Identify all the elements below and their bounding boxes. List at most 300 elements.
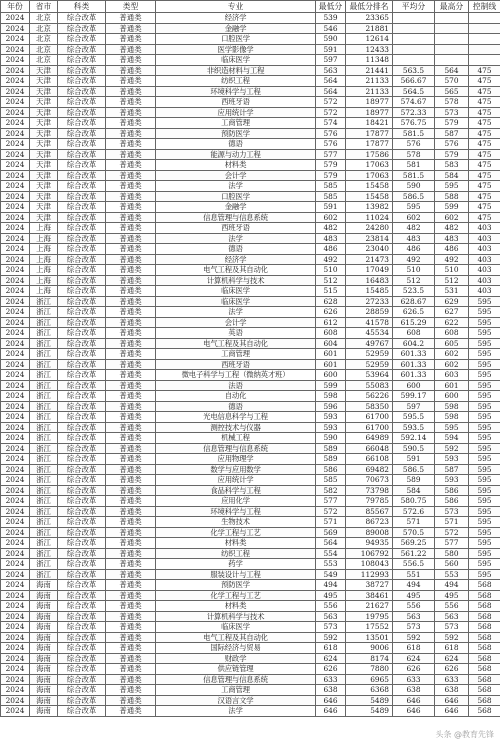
cell-avg-score: 578 bbox=[393, 149, 435, 160]
cell-avg-score: 576.75 bbox=[393, 118, 435, 129]
column-header-min-rank: 最低分排名 bbox=[346, 1, 393, 13]
table-row bbox=[1, 653, 500, 664]
cell-avg-score: 584 bbox=[393, 485, 435, 496]
cell-year: 2024 bbox=[1, 611, 30, 622]
cell-avg-score: 624 bbox=[393, 653, 435, 664]
cell-control-line: 475 bbox=[469, 118, 500, 129]
cell-major: 化学工程与工艺 bbox=[156, 527, 316, 538]
table-row bbox=[1, 422, 500, 433]
cell-subject-type: 综合改革 bbox=[58, 44, 106, 55]
cell-year: 2024 bbox=[1, 13, 30, 24]
cell-min-score: 612 bbox=[316, 317, 346, 328]
cell-control-line: 595 bbox=[469, 338, 500, 349]
cell-control-line: 568 bbox=[469, 611, 500, 622]
cell-min-rank: 21133 bbox=[346, 76, 393, 87]
cell-avg-score: 551 bbox=[393, 569, 435, 580]
cell-category: 普通类 bbox=[106, 412, 156, 423]
cell-subject-type: 综合改革 bbox=[58, 685, 106, 696]
cell-control-line: 403 bbox=[469, 233, 500, 244]
cell-category: 普通类 bbox=[106, 527, 156, 538]
cell-category: 普通类 bbox=[106, 55, 156, 66]
cell-category: 普通类 bbox=[106, 181, 156, 192]
cell-avg-score: 593.5 bbox=[393, 422, 435, 433]
table-row bbox=[1, 338, 500, 349]
table-row bbox=[1, 527, 500, 538]
cell-year: 2024 bbox=[1, 506, 30, 517]
table-row bbox=[1, 349, 500, 360]
cell-major: 金融学 bbox=[156, 23, 316, 34]
cell-min-rank: 108043 bbox=[346, 559, 393, 570]
cell-year: 2024 bbox=[1, 695, 30, 706]
cell-major: 供应链管理 bbox=[156, 664, 316, 675]
cell-max-score: 565 bbox=[435, 86, 469, 97]
cell-category: 普通类 bbox=[106, 286, 156, 297]
cell-province: 天津 bbox=[30, 118, 58, 129]
cell-province: 浙江 bbox=[30, 496, 58, 507]
cell-avg-score bbox=[393, 13, 435, 24]
cell-subject-type: 综合改革 bbox=[58, 496, 106, 507]
table-row bbox=[1, 202, 500, 213]
cell-min-score: 590 bbox=[316, 433, 346, 444]
cell-min-rank: 112993 bbox=[346, 569, 393, 580]
cell-control-line: 568 bbox=[469, 622, 500, 633]
cell-min-rank: 13982 bbox=[346, 202, 393, 213]
cell-major: 服装设计与工程 bbox=[156, 569, 316, 580]
cell-category: 普通类 bbox=[106, 622, 156, 633]
cell-category: 普通类 bbox=[106, 13, 156, 24]
cell-category: 普通类 bbox=[106, 695, 156, 706]
cell-min-rank: 12433 bbox=[346, 44, 393, 55]
cell-control-line: 568 bbox=[469, 643, 500, 654]
cell-min-rank: 15458 bbox=[346, 191, 393, 202]
cell-min-rank: 19795 bbox=[346, 611, 393, 622]
cell-max-score: 482 bbox=[435, 223, 469, 234]
table-row bbox=[1, 97, 500, 108]
cell-control-line: 403 bbox=[469, 244, 500, 255]
table-row bbox=[1, 254, 500, 265]
cell-major: 法学 bbox=[156, 181, 316, 192]
cell-subject-type: 综合改革 bbox=[58, 317, 106, 328]
cell-min-rank: 79785 bbox=[346, 496, 393, 507]
cell-min-rank: 11024 bbox=[346, 212, 393, 223]
cell-year: 2024 bbox=[1, 664, 30, 675]
cell-category: 普通类 bbox=[106, 328, 156, 339]
cell-major: 能源与动力工程 bbox=[156, 149, 316, 160]
table-row bbox=[1, 706, 500, 717]
cell-min-score: 576 bbox=[316, 128, 346, 139]
table-row bbox=[1, 412, 500, 423]
cell-major: 微电子科学与工程（微纳英才班） bbox=[156, 370, 316, 381]
cell-major: 材料类 bbox=[156, 160, 316, 171]
cell-control-line: 403 bbox=[469, 223, 500, 234]
cell-province: 海南 bbox=[30, 695, 58, 706]
cell-max-score: 553 bbox=[435, 569, 469, 580]
cell-province: 天津 bbox=[30, 170, 58, 181]
table-row bbox=[1, 433, 500, 444]
cell-province: 浙江 bbox=[30, 464, 58, 475]
cell-category: 普通类 bbox=[106, 706, 156, 717]
cell-max-score: 622 bbox=[435, 317, 469, 328]
cell-control-line: 595 bbox=[469, 538, 500, 549]
cell-major: 药学 bbox=[156, 559, 316, 570]
cell-province: 上海 bbox=[30, 286, 58, 297]
cell-control-line: 595 bbox=[469, 433, 500, 444]
table-row bbox=[1, 55, 500, 66]
cell-max-score: 593 bbox=[435, 475, 469, 486]
cell-subject-type: 综合改革 bbox=[58, 275, 106, 286]
cell-min-score: 602 bbox=[316, 212, 346, 223]
cell-avg-score: 495 bbox=[393, 590, 435, 601]
cell-major: 化学工程与工艺 bbox=[156, 590, 316, 601]
cell-category: 普通类 bbox=[106, 34, 156, 45]
cell-max-score: 586 bbox=[435, 496, 469, 507]
cell-min-score: 492 bbox=[316, 254, 346, 265]
cell-avg-score: 601.33 bbox=[393, 349, 435, 360]
cell-max-score: 633 bbox=[435, 674, 469, 685]
cell-min-rank: 21133 bbox=[346, 86, 393, 97]
cell-year: 2024 bbox=[1, 548, 30, 559]
cell-avg-score: 600 bbox=[393, 380, 435, 391]
cell-min-score: 515 bbox=[316, 286, 346, 297]
cell-major: 临床医学 bbox=[156, 622, 316, 633]
cell-province: 天津 bbox=[30, 212, 58, 223]
cell-province: 海南 bbox=[30, 706, 58, 717]
cell-min-rank: 86723 bbox=[346, 517, 393, 528]
cell-subject-type: 综合改革 bbox=[58, 65, 106, 76]
cell-major: 电气工程及其自动化 bbox=[156, 265, 316, 276]
cell-control-line: 475 bbox=[469, 170, 500, 181]
cell-control-line: 595 bbox=[469, 506, 500, 517]
cell-min-rank: 28859 bbox=[346, 307, 393, 318]
cell-year: 2024 bbox=[1, 191, 30, 202]
cell-max-score: 492 bbox=[435, 254, 469, 265]
cell-major: 纺织工程 bbox=[156, 76, 316, 87]
cell-min-rank: 15458 bbox=[346, 181, 393, 192]
cell-category: 普通类 bbox=[106, 44, 156, 55]
cell-year: 2024 bbox=[1, 401, 30, 412]
cell-subject-type: 综合改革 bbox=[58, 548, 106, 559]
cell-control-line: 475 bbox=[469, 97, 500, 108]
cell-province: 上海 bbox=[30, 254, 58, 265]
cell-year: 2024 bbox=[1, 349, 30, 360]
cell-major: 汉语言文学 bbox=[156, 695, 316, 706]
cell-province: 海南 bbox=[30, 611, 58, 622]
cell-subject-type: 综合改革 bbox=[58, 349, 106, 360]
column-header-control-line: 控制线 bbox=[469, 1, 500, 13]
cell-min-score: 582 bbox=[316, 485, 346, 496]
cell-category: 普通类 bbox=[106, 349, 156, 360]
cell-year: 2024 bbox=[1, 170, 30, 181]
cell-min-rank: 41578 bbox=[346, 317, 393, 328]
column-header-avg-score: 平均分 bbox=[393, 1, 435, 13]
table-row bbox=[1, 517, 500, 528]
cell-category: 普通类 bbox=[106, 370, 156, 381]
cell-min-score: 618 bbox=[316, 643, 346, 654]
cell-control-line: 568 bbox=[469, 674, 500, 685]
cell-max-score: 595 bbox=[435, 181, 469, 192]
cell-year: 2024 bbox=[1, 317, 30, 328]
table-row bbox=[1, 538, 500, 549]
cell-province: 浙江 bbox=[30, 328, 58, 339]
cell-year: 2024 bbox=[1, 223, 30, 234]
cell-min-rank: 49767 bbox=[346, 338, 393, 349]
cell-province: 海南 bbox=[30, 632, 58, 643]
cell-avg-score bbox=[393, 23, 435, 34]
cell-year: 2024 bbox=[1, 706, 30, 717]
cell-subject-type: 综合改革 bbox=[58, 664, 106, 675]
cell-province: 天津 bbox=[30, 86, 58, 97]
cell-avg-score bbox=[393, 55, 435, 66]
cell-min-score: 600 bbox=[316, 370, 346, 381]
cell-max-score: 587 bbox=[435, 464, 469, 475]
cell-year: 2024 bbox=[1, 34, 30, 45]
cell-major: 会计学 bbox=[156, 170, 316, 181]
table-row bbox=[1, 265, 500, 276]
cell-province: 浙江 bbox=[30, 527, 58, 538]
cell-year: 2024 bbox=[1, 433, 30, 444]
cell-year: 2024 bbox=[1, 391, 30, 402]
cell-category: 普通类 bbox=[106, 401, 156, 412]
cell-control-line: 475 bbox=[469, 65, 500, 76]
cell-category: 普通类 bbox=[106, 76, 156, 87]
cell-max-score: 594 bbox=[435, 433, 469, 444]
cell-subject-type: 综合改革 bbox=[58, 601, 106, 612]
cell-category: 普通类 bbox=[106, 202, 156, 213]
cell-category: 普通类 bbox=[106, 307, 156, 318]
cell-subject-type: 综合改革 bbox=[58, 506, 106, 517]
table-row bbox=[1, 23, 500, 34]
cell-min-rank: 27233 bbox=[346, 296, 393, 307]
table-row bbox=[1, 139, 500, 150]
cell-max-score: 598 bbox=[435, 401, 469, 412]
cell-avg-score: 571 bbox=[393, 517, 435, 528]
cell-min-score: 495 bbox=[316, 590, 346, 601]
cell-major: 信息管理与信息系统 bbox=[156, 674, 316, 685]
cell-avg-score: 563.5 bbox=[393, 65, 435, 76]
cell-province: 天津 bbox=[30, 65, 58, 76]
cell-max-score: 579 bbox=[435, 149, 469, 160]
cell-min-score: 539 bbox=[316, 13, 346, 24]
cell-control-line: 568 bbox=[469, 664, 500, 675]
cell-province: 上海 bbox=[30, 244, 58, 255]
cell-major: 应用物理学 bbox=[156, 454, 316, 465]
cell-min-score: 593 bbox=[316, 412, 346, 423]
cell-max-score: 603 bbox=[435, 370, 469, 381]
cell-min-score: 564 bbox=[316, 76, 346, 87]
cell-year: 2024 bbox=[1, 569, 30, 580]
cell-province: 上海 bbox=[30, 223, 58, 234]
cell-subject-type: 综合改革 bbox=[58, 674, 106, 685]
cell-category: 普通类 bbox=[106, 391, 156, 402]
cell-avg-score: 604.2 bbox=[393, 338, 435, 349]
cell-min-rank: 21441 bbox=[346, 65, 393, 76]
cell-province: 浙江 bbox=[30, 454, 58, 465]
cell-min-score: 586 bbox=[316, 464, 346, 475]
cell-subject-type: 综合改革 bbox=[58, 139, 106, 150]
cell-avg-score: 482 bbox=[393, 223, 435, 234]
column-header-category: 类型 bbox=[106, 1, 156, 13]
cell-year: 2024 bbox=[1, 517, 30, 528]
cell-min-score: 598 bbox=[316, 391, 346, 402]
cell-max-score: 580 bbox=[435, 548, 469, 559]
cell-avg-score: 638 bbox=[393, 685, 435, 696]
cell-category: 普通类 bbox=[106, 538, 156, 549]
cell-category: 普通类 bbox=[106, 139, 156, 150]
cell-control-line: 568 bbox=[469, 685, 500, 696]
cell-min-rank: 85567 bbox=[346, 506, 393, 517]
cell-control-line: 595 bbox=[469, 496, 500, 507]
cell-category: 普通类 bbox=[106, 506, 156, 517]
cell-max-score: 563 bbox=[435, 611, 469, 622]
cell-major: 西班牙语 bbox=[156, 359, 316, 370]
cell-min-rank: 13501 bbox=[346, 632, 393, 643]
cell-min-score: 628 bbox=[316, 296, 346, 307]
cell-min-score: 608 bbox=[316, 328, 346, 339]
cell-max-score bbox=[435, 44, 469, 55]
cell-province: 天津 bbox=[30, 191, 58, 202]
cell-avg-score: 608 bbox=[393, 328, 435, 339]
cell-min-rank: 24280 bbox=[346, 223, 393, 234]
cell-province: 浙江 bbox=[30, 559, 58, 570]
cell-control-line: 568 bbox=[469, 706, 500, 717]
cell-max-score: 573 bbox=[435, 107, 469, 118]
cell-year: 2024 bbox=[1, 23, 30, 34]
cell-subject-type: 综合改革 bbox=[58, 475, 106, 486]
header-row bbox=[1, 1, 500, 13]
cell-min-score: 599 bbox=[316, 380, 346, 391]
cell-avg-score: 556.5 bbox=[393, 559, 435, 570]
cell-max-score: 646 bbox=[435, 695, 469, 706]
cell-major: 电气工程及其自动化 bbox=[156, 338, 316, 349]
cell-max-score: 556 bbox=[435, 601, 469, 612]
watermark-text: 头条 @教育先锋 bbox=[435, 730, 494, 739]
cell-major: 法学 bbox=[156, 307, 316, 318]
cell-min-score: 585 bbox=[316, 475, 346, 486]
table-row bbox=[1, 307, 500, 318]
cell-year: 2024 bbox=[1, 559, 30, 570]
cell-year: 2024 bbox=[1, 286, 30, 297]
cell-year: 2024 bbox=[1, 443, 30, 454]
column-header-max-score: 最高分 bbox=[435, 1, 469, 13]
cell-control-line: 595 bbox=[469, 517, 500, 528]
cell-year: 2024 bbox=[1, 97, 30, 108]
cell-year: 2024 bbox=[1, 307, 30, 318]
cell-min-score: 579 bbox=[316, 160, 346, 171]
cell-category: 普通类 bbox=[106, 433, 156, 444]
cell-province: 天津 bbox=[30, 76, 58, 87]
cell-year: 2024 bbox=[1, 275, 30, 286]
cell-subject-type: 综合改革 bbox=[58, 296, 106, 307]
cell-major: 计算机科学与技术 bbox=[156, 275, 316, 286]
cell-major: 经济学 bbox=[156, 254, 316, 265]
cell-year: 2024 bbox=[1, 328, 30, 339]
cell-max-score: 577 bbox=[435, 538, 469, 549]
table-row bbox=[1, 359, 500, 370]
table-body bbox=[1, 13, 500, 717]
cell-avg-score: 572.6 bbox=[393, 506, 435, 517]
cell-major: 电气工程及其自动化 bbox=[156, 632, 316, 643]
cell-major: 金融学 bbox=[156, 202, 316, 213]
table-row bbox=[1, 370, 500, 381]
table-row bbox=[1, 233, 500, 244]
cell-min-score: 572 bbox=[316, 107, 346, 118]
cell-subject-type: 综合改革 bbox=[58, 517, 106, 528]
cell-year: 2024 bbox=[1, 685, 30, 696]
cell-province: 浙江 bbox=[30, 307, 58, 318]
cell-max-score: 587 bbox=[435, 128, 469, 139]
cell-avg-score: 492 bbox=[393, 254, 435, 265]
cell-max-score: 483 bbox=[435, 233, 469, 244]
cell-province: 海南 bbox=[30, 653, 58, 664]
cell-province: 浙江 bbox=[30, 317, 58, 328]
cell-min-score: 553 bbox=[316, 559, 346, 570]
cell-category: 普通类 bbox=[106, 601, 156, 612]
cell-subject-type: 综合改革 bbox=[58, 76, 106, 87]
cell-max-score: 592 bbox=[435, 443, 469, 454]
cell-province: 海南 bbox=[30, 643, 58, 654]
cell-major: 口腔医学 bbox=[156, 191, 316, 202]
cell-control-line: 595 bbox=[469, 307, 500, 318]
cell-category: 普通类 bbox=[106, 212, 156, 223]
cell-min-rank: 66108 bbox=[346, 454, 393, 465]
cell-subject-type: 综合改革 bbox=[58, 338, 106, 349]
cell-category: 普通类 bbox=[106, 128, 156, 139]
table-row bbox=[1, 485, 500, 496]
cell-control-line: 595 bbox=[469, 380, 500, 391]
cell-min-rank: 23040 bbox=[346, 244, 393, 255]
cell-year: 2024 bbox=[1, 580, 30, 591]
cell-max-score: 592 bbox=[435, 632, 469, 643]
cell-min-rank: 11348 bbox=[346, 55, 393, 66]
cell-category: 普通类 bbox=[106, 685, 156, 696]
cell-min-score: 572 bbox=[316, 97, 346, 108]
cell-min-score: 626 bbox=[316, 307, 346, 318]
cell-control-line: 475 bbox=[469, 139, 500, 150]
table-row bbox=[1, 86, 500, 97]
cell-subject-type: 综合改革 bbox=[58, 443, 106, 454]
cell-avg-score: 592.14 bbox=[393, 433, 435, 444]
cell-max-score: 598 bbox=[435, 412, 469, 423]
cell-category: 普通类 bbox=[106, 464, 156, 475]
cell-year: 2024 bbox=[1, 86, 30, 97]
cell-province: 浙江 bbox=[30, 370, 58, 381]
cell-subject-type: 综合改革 bbox=[58, 464, 106, 475]
cell-min-score: 633 bbox=[316, 674, 346, 685]
table-row bbox=[1, 590, 500, 601]
cell-min-score: 597 bbox=[316, 55, 346, 66]
cell-year: 2024 bbox=[1, 160, 30, 171]
cell-category: 普通类 bbox=[106, 160, 156, 171]
cell-year: 2024 bbox=[1, 149, 30, 160]
cell-subject-type: 综合改革 bbox=[58, 412, 106, 423]
cell-control-line: 595 bbox=[469, 349, 500, 360]
column-header-year: 年份 bbox=[1, 1, 30, 13]
cell-min-score: 596 bbox=[316, 401, 346, 412]
cell-year: 2024 bbox=[1, 107, 30, 118]
cell-subject-type: 综合改革 bbox=[58, 590, 106, 601]
cell-year: 2024 bbox=[1, 538, 30, 549]
cell-min-rank: 17552 bbox=[346, 622, 393, 633]
cell-major: 测控技术与仪器 bbox=[156, 422, 316, 433]
table-row bbox=[1, 34, 500, 45]
cell-min-score: 589 bbox=[316, 443, 346, 454]
cell-major: 法学 bbox=[156, 233, 316, 244]
cell-avg-score: 581.5 bbox=[393, 128, 435, 139]
cell-avg-score: 615.29 bbox=[393, 317, 435, 328]
cell-province: 上海 bbox=[30, 275, 58, 286]
table-row bbox=[1, 506, 500, 517]
cell-max-score: 572 bbox=[435, 527, 469, 538]
